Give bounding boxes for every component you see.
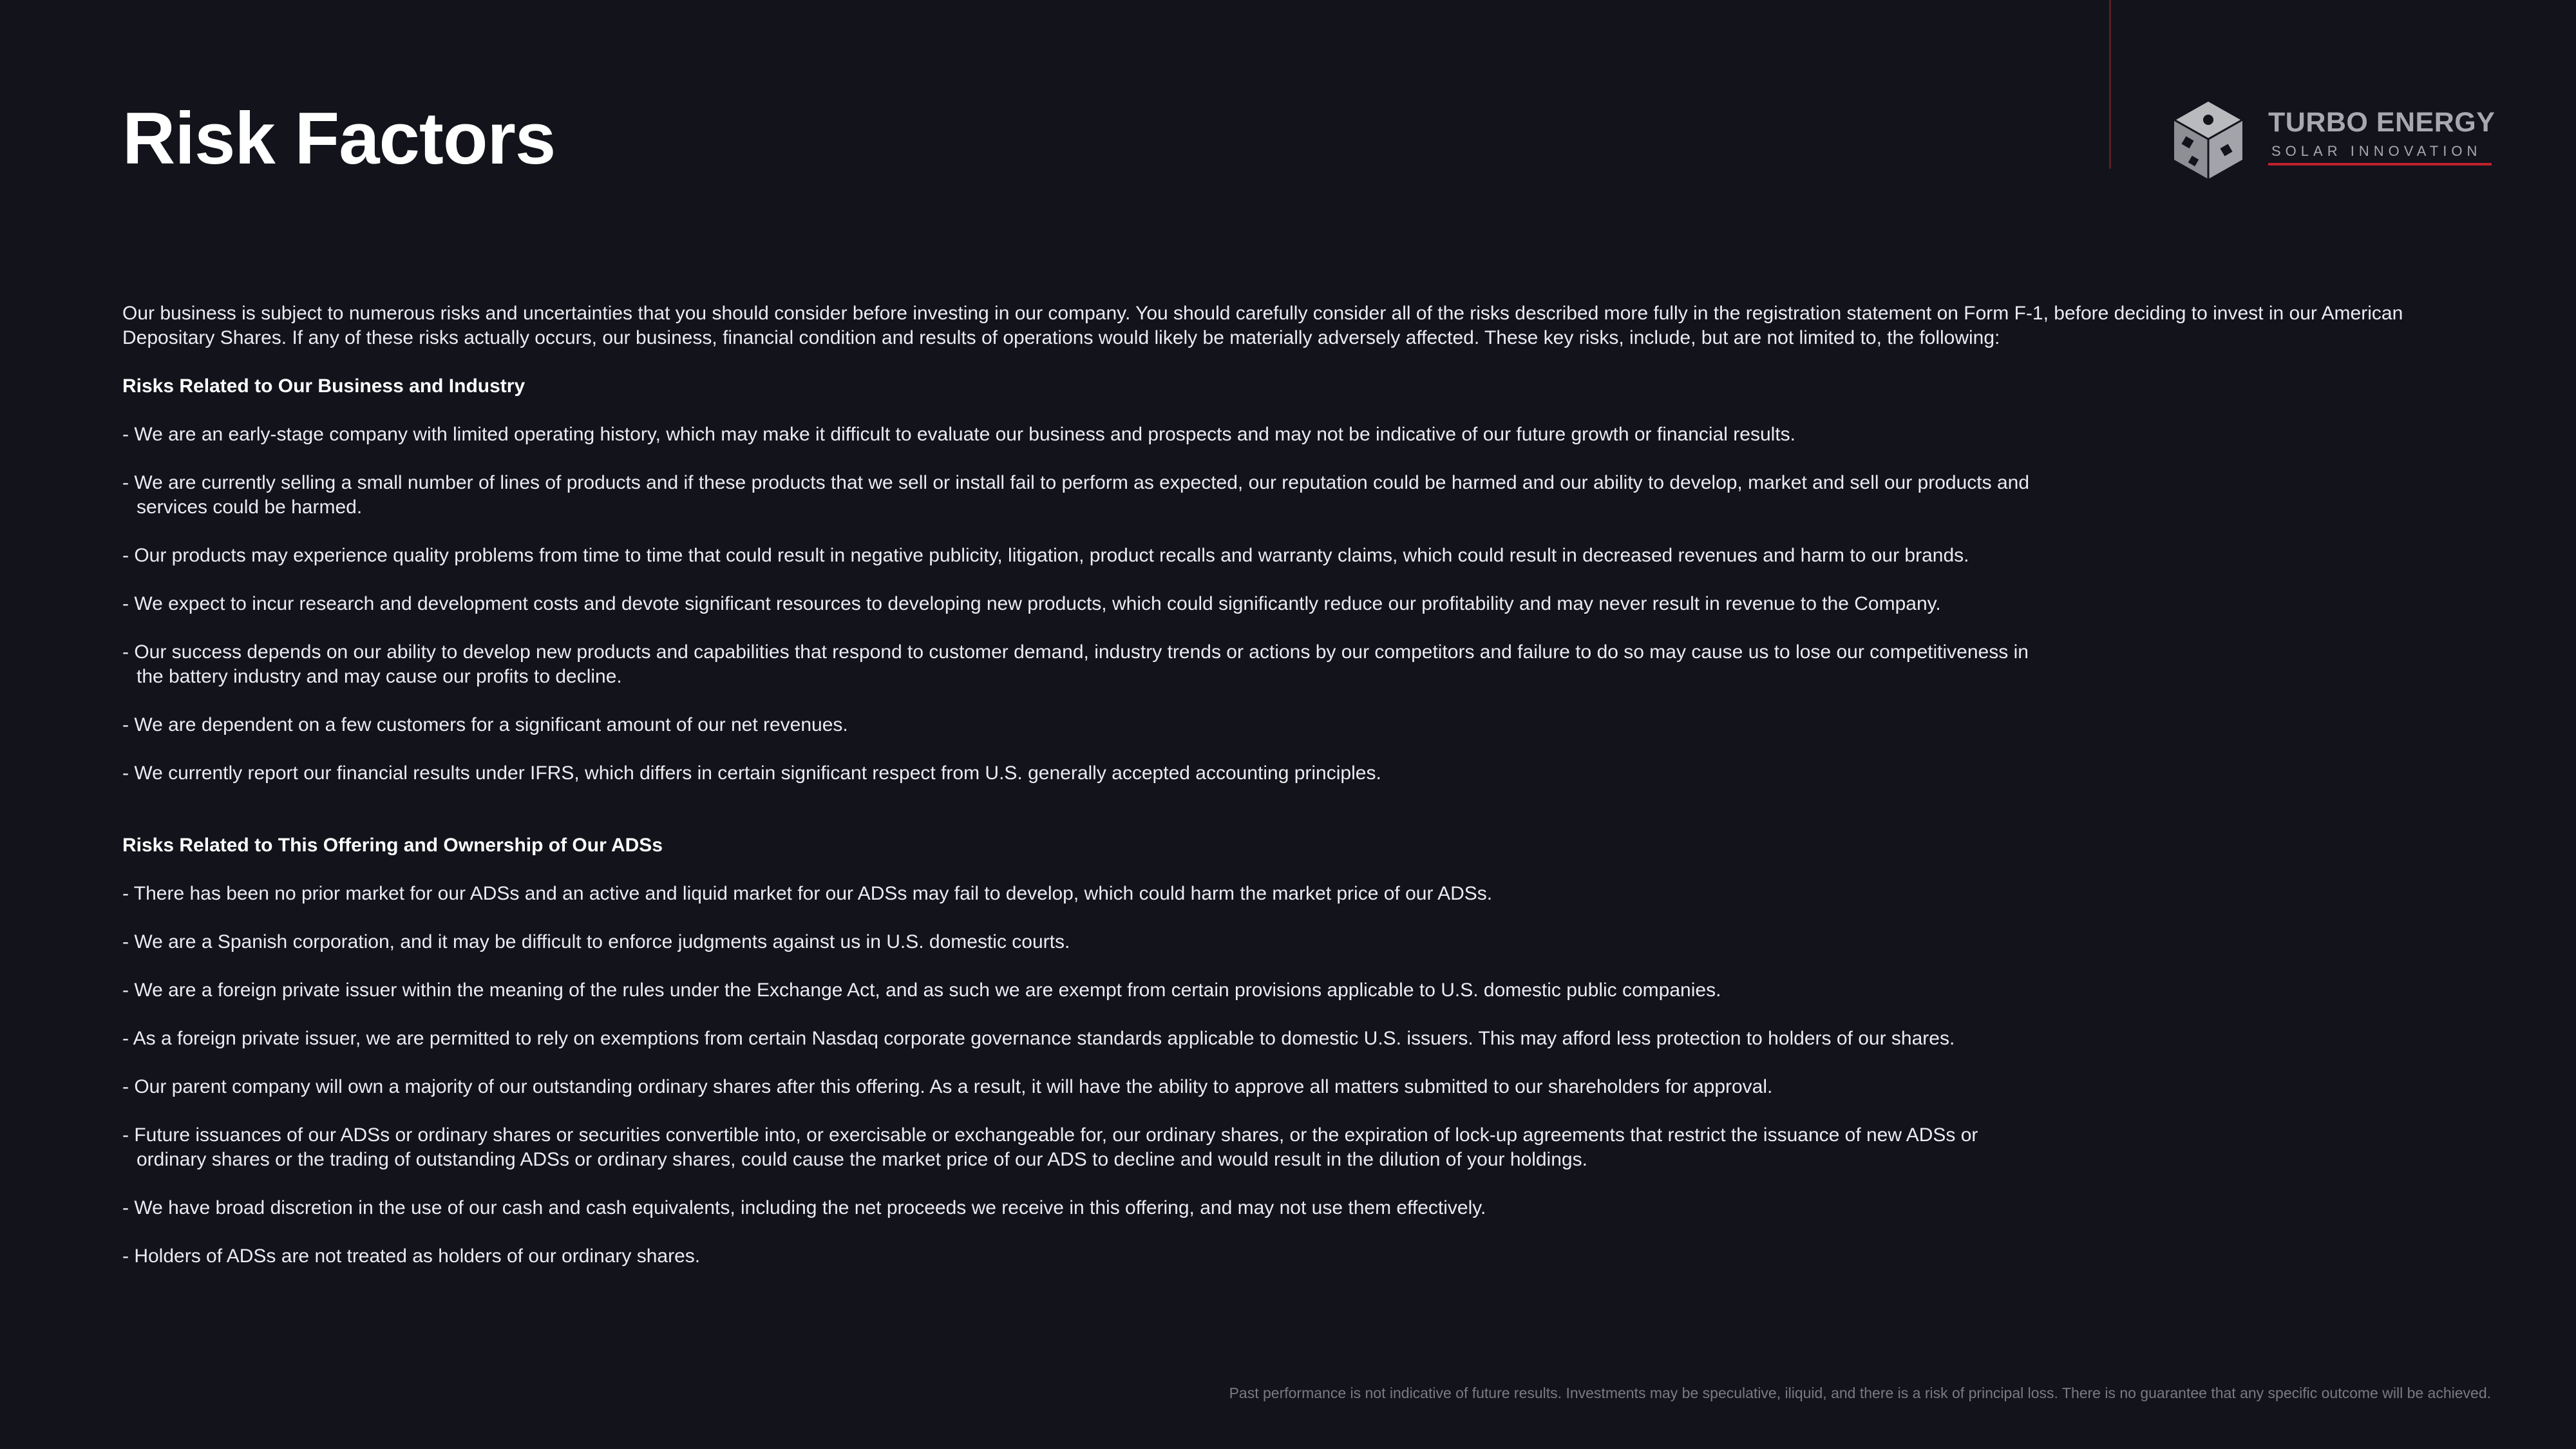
risk-item: - Holders of ADSs are not treated as holders of our ordinary shares. [122,1245,701,1267]
risk-item: - As a foreign private issuer, we are permitted to rely on exemptions from certain Nasdaq corporate governance standards applicable to domestic U.S. issuers. This may afford less protection to holders of our shares. [122,1028,1955,1049]
company-logo [2170,98,2496,182]
logo-name: TURBO ENERGY [2268,107,2496,138]
intro-paragraph: Our business is subject to numerous risks and uncertainties that you should consider before investing in our company. You should carefully consider all of the risks described more fully in the registration statement on Form F-1, before deciding to invest in our American Depositary Shares. If any of these risks actually occurs, our business, financial condition and results of operations would likely be materially adversely affected. These key risks, include, but are not limited to, the following: [122,303,2403,348]
logo-underline [2268,163,2492,166]
risk-item: - Future issuances of our ADSs or ordinary shares or securities convertible into, or exercisable or exchangeable for, our ordinary shares, or the expiration of lock-up agreements that restrict the issuance of new ADSs or ordinary shares or the trading of outstanding ADSs or ordinary shares, could cause the market price of our ADS to decline and would result in the dilution of your holdings. [122,1124,1978,1170]
risk-item: - Our parent company will own a majority of our outstanding ordinary shares after this offering. As a result, it will have the ability to approve all matters submitted to our shareholders for approval. [122,1076,1773,1097]
footer-disclaimer: Past performance is not indicative of future results. Investments may be speculative, iliquid, and there is a risk of principal loss. There is no guarantee that any specific outcome will be achieved. [1229,1385,2491,1401]
risk-item: - Our products may experience quality problems from time to time that could result in negative publicity, litigation, product recalls and warranty claims, which could result in decreased revenues and harm to our brands. [122,545,1969,566]
risk-item: - Our success depends on our ability to develop new products and capabilities that respond to customer demand, industry trends or actions by our competitors and failure to do so may cause us to lose our competitiveness in the battery industry and may cause our profits to decline. [122,641,2029,687]
risk-item: - We are a foreign private issuer within the meaning of the rules under the Exchange Act, and as such we are exempt from certain provisions applicable to U.S. domestic public companies. [122,980,1721,1001]
page-title: Risk Factors [122,98,556,180]
logo-tagline: SOLAR INNOVATION [2271,143,2482,159]
risk-item: - We are a Spanish corporation, and it may be difficult to enforce judgments against us in U.S. domestic courts. [122,931,1070,952]
risk-item: - We currently report our financial results under IFRS, which differs in certain significant respect from U.S. generally accepted accounting principles. [122,762,1381,784]
header-divider [2109,0,2111,169]
section-spacer [122,810,2479,833]
section-heading: Risks Related to Our Business and Industry [122,375,526,397]
section-offering [122,833,2479,1269]
risk-item: - We are dependent on a few customers for a significant amount of our net revenues. [122,714,848,735]
risk-item: - We are currently selling a small number of lines of products and if these products that we sell or install fail to perform as expected, our reputation could be harmed and our ability to develop, market and sell our products and services could be harmed. [122,472,2030,518]
risk-item: - We expect to incur research and development costs and devote significant resources to developing new products, which could significantly reduce our profitability and may never result in revenue to the Company. [122,593,1941,614]
risk-item: - There has been no prior market for our ADSs and an active and liquid market for our ADSs may fail to develop, which could harm the market price of our ADSs. [122,883,1493,904]
risk-item: - We have broad discretion in the use of our cash and cash equivalents, including the net proceeds we receive in this offering, and may not use them effectively. [122,1197,1486,1218]
section-business [122,374,2479,786]
risk-item: - We are an early-stage company with limited operating history, which may make it difficult to evaluate our business and prospects and may not be indicative of our future growth or financial results. [122,424,1795,445]
cube-logo-icon [2170,98,2246,182]
section-heading: Risks Related to This Offering and Ownership of Our ADSs [122,835,663,856]
risk-content [122,301,2479,1293]
